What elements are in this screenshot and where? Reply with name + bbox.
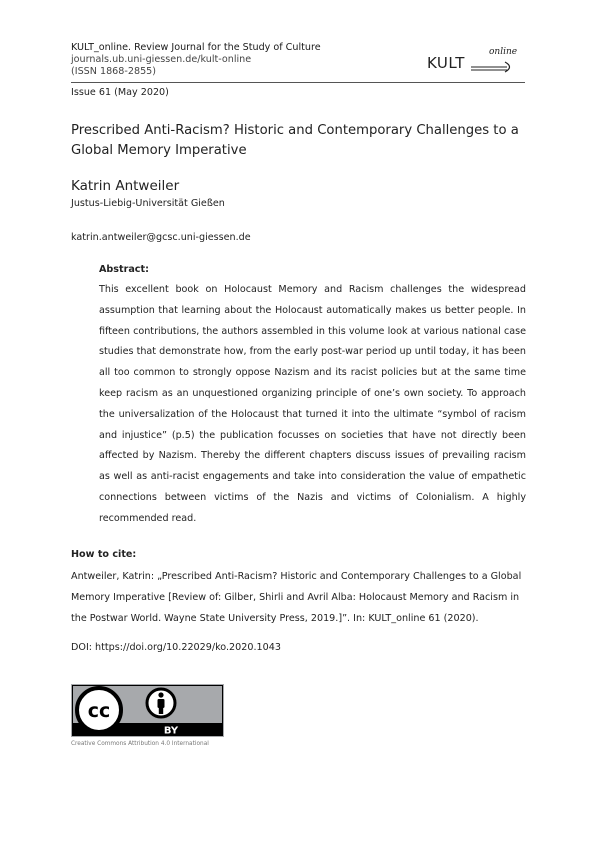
by-badge-text: BY bbox=[163, 725, 179, 737]
abstract-heading: Abstract: bbox=[99, 264, 149, 275]
citation-heading: How to cite: bbox=[71, 549, 137, 560]
journal-header bbox=[71, 42, 321, 79]
cc-badge-text: cc bbox=[87, 700, 111, 722]
author-affiliation: Justus-Liebig-Universität Gießen bbox=[71, 198, 225, 209]
author-email[interactable]: katrin.antweiler@gcsc.uni-giessen.de bbox=[71, 232, 251, 243]
journal-url[interactable]: journals.ub.uni-giessen.de/kult-online bbox=[71, 54, 252, 66]
cc-by-license-badge[interactable] bbox=[71, 684, 224, 737]
doi-link[interactable]: DOI: https://doi.org/10.22029/ko.2020.1043 bbox=[71, 642, 281, 653]
issue-label: Issue 61 (May 2020) bbox=[71, 87, 169, 98]
journal-title: KULT_online. Review Journal for the Study of Culture bbox=[71, 42, 321, 53]
author-name: Katrin Antweiler bbox=[71, 178, 180, 194]
abstract-text: This excellent book on Holocaust Memory and Racism challenges the widespread assumption that learning about the Holocaust automatically makes us better people. In fifteen contributions, the authors assembled in this volume look at various national case studies that demonstrate how, from the early post-war period up until today, it has been all too common to strongly oppose Nazism and its racist policies but at the same time keep racism as an unquestioned organizing principle of one’s own society. To approach the universalization of the Holocaust that turned it into the ultimate “symbol of racism and injustice” (p.5) the publication focusses on societies that have not directly been affected by Nazism. Thereby the different chapters discuss issues of prevailing racism as well as anti-racist engagements and take into consideration the value of empathetic connections between victims of the Nazis and victims of Colonialism. A highly recommended read. bbox=[99, 284, 526, 524]
journal-issn: (ISSN 1868-2855) bbox=[71, 66, 157, 78]
logo-sub-text: online bbox=[489, 47, 518, 57]
license-caption[interactable]: Creative Commons Attribution 4.0 International bbox=[71, 741, 209, 747]
header-divider bbox=[71, 82, 525, 83]
article-title: Prescribed Anti-Racism? Historic and Contemporary Challenges to a Global Memory Imperative bbox=[71, 123, 519, 158]
logo-main-text: KULT bbox=[427, 54, 465, 72]
kult-online-logo bbox=[427, 47, 523, 75]
logo-lines-icon bbox=[471, 61, 515, 73]
citation-text: Antweiler, Katrin: „Prescribed Anti-Racism? Historic and Contemporary Challenges to a Global Memory Imperative [Review of: Gilber, Shirli and Avril Alba: Holocaust Memory and Racism in the Postwar World. Wayne State University Press, 2019.]”. In: KULT_online 61 (2020). bbox=[71, 571, 522, 624]
